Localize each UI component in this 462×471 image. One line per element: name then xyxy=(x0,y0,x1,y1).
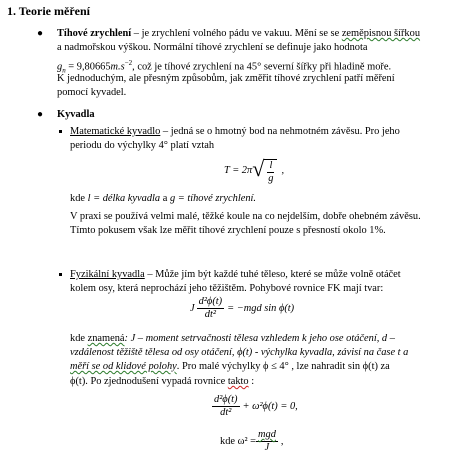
omega-equation: kde ω² = $\frac{\text{mgd}}{J}$ , xyxy=(220,429,284,453)
bullet-square xyxy=(59,273,62,276)
tihove-line5: pomocí kyvadel. xyxy=(57,87,127,98)
matematicke-line2: periodu do výchylky 4° platí vztah xyxy=(70,140,215,151)
simplified-equation: $\frac{\text{d²ϕ(t)}}{\text{dt²}}$ + ω²ϕ(t) = 0, xyxy=(214,394,298,418)
matematicke-kde: kde l = délka kyvadla a g = tíhové zrychlení. xyxy=(70,193,257,204)
matematicke-p1: V praxi se používá velmi malé, těžké koule na co nejdelším, dobře ohebném závěsu. xyxy=(70,211,421,222)
section-title: 1. Teorie měření xyxy=(7,4,90,18)
tihove-line2: a nadmořskou výškou. Normální tíhové zrychlení se definuje jako hodnota xyxy=(57,42,368,53)
matematicke-p2: Tímto pokusem však lze měřit tíhové zrychlení pouze s přesností okolo 1%. xyxy=(70,225,386,236)
tihove-line1: Tíhové zrychlení – je zrychlení volného pádu ve vakuu. Mění se se zeměpisnou šířkou xyxy=(57,28,421,39)
fyzikalni-kde-line3: měří se od klidové polohy. Pro malé výchylky ϕ ≤ 4° , lze nahradit sin ϕ(t) za xyxy=(70,361,390,372)
motion-equation: J $\frac{\text{d²ϕ(t)}}{\text{dt²}}$ = −mgd sin ϕ(t) xyxy=(190,296,295,320)
fyzikalni-line2: kolem osy, která neprochází jeho těžištěm. Pohybové rovnice FK mají tvar: xyxy=(70,283,384,294)
matematicke-line1: Matematické kyvadlo – jedná se o hmotný bod na nehmotném závěsu. Pro jeho xyxy=(70,126,400,137)
tihove-line4: K jednoduchým, ale přesným způsobům, jak změřit tíhové zrychlení patří měření xyxy=(57,73,395,84)
fyzikalni-kde-line2: vzdálenost těžiště tělesa od osy otáčení, ϕ(t) - výchylka kyvadla, závisí na čase t a xyxy=(70,347,409,358)
tihove-term: Tíhové zrychlení xyxy=(57,28,132,39)
tihove-line3: $g_n = 9,80665m.s^{-2}$, což je tíhové zrychlení na 45° severní šířky při hladině moře. xyxy=(57,59,392,75)
bullet-dot: ● xyxy=(37,109,44,120)
fyzikalni-term: Fyzikální kyvadla xyxy=(70,269,145,280)
period-formula: T = 2π √ $\frac{l}{g}$ , xyxy=(224,156,285,184)
bullet-dot: ● xyxy=(37,28,44,39)
kyvadla-heading: Kyvadla xyxy=(57,109,95,120)
fyzikalni-line1: Fyzikální kyvadla – Může jím být každé tuhé těleso, které se může volně otáčet xyxy=(70,269,401,280)
matematicke-term: Matematické kyvadlo xyxy=(70,126,161,137)
bullet-square xyxy=(59,130,62,133)
fyzikalni-kde-line4: ϕ(t). Po zjednodušení vypadá rovnice takto : xyxy=(70,376,255,387)
fyzikalni-kde-line1: kde znamená: J – moment setrvačnosti tělesa vzhledem k jeho ose otáčení, d – xyxy=(70,333,395,344)
